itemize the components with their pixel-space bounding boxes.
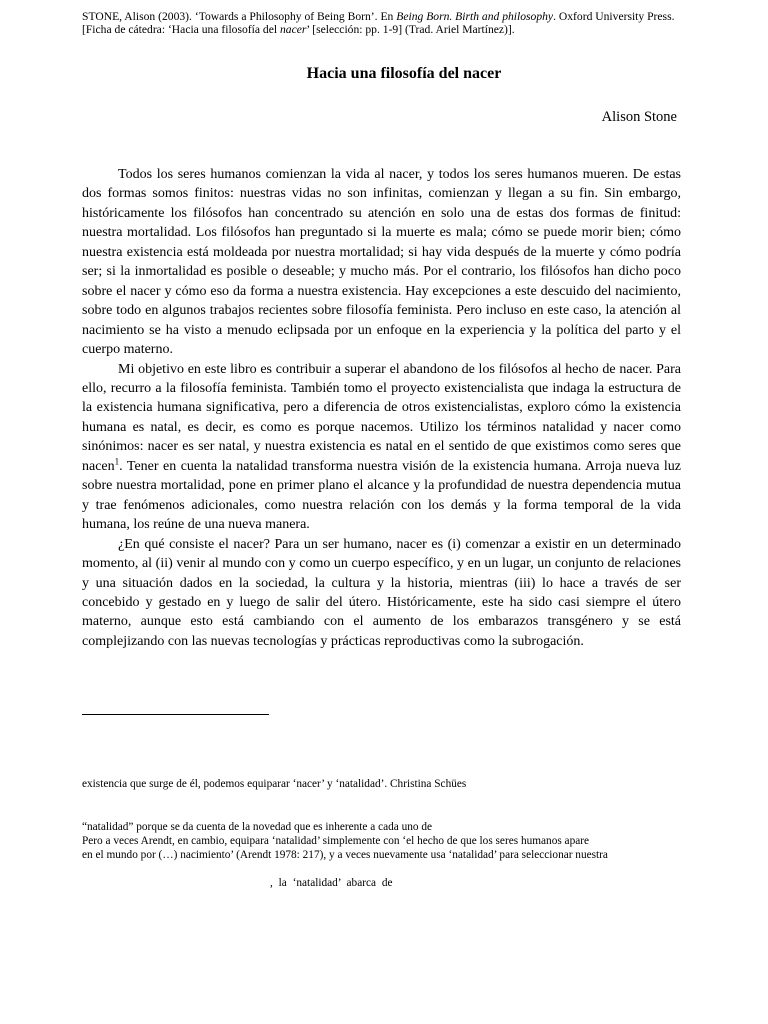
paragraph-2-text-b: . Tener en cuenta la natalidad transforma nuestra visión de la existencia humana. Arroja nueva luz sobre nuestra mortalidad, pone en primer plano el alcance y la profundidad de nuestra dependencia mutua y trae fenómenos adicionales, como nuestra relación con los demás y la forma temporal de la vida humana, los reúne de una nueva manera.: [82, 458, 681, 533]
footnote-reference-1[interactable]: 1: [114, 456, 120, 467]
footnote-separator: [82, 714, 269, 715]
citation-header: [82, 10, 686, 36]
footnote-line: , la ‘natalidad’ abarca de: [270, 877, 393, 889]
citation-text-1: STONE, Alison (2003). ‘Towards a Philosophy of Being Born’. En: [82, 10, 397, 23]
body-text: [82, 165, 681, 651]
author-name: Alison Stone: [601, 109, 677, 125]
citation-text-3: ’ [selección: pp. 1-9] (Trad. Ariel Martínez)].: [306, 23, 515, 36]
citation-italic-word: nacer: [279, 23, 307, 36]
citation-text-2: . Oxford University Press. [Ficha de cátedra: ‘Hacia una filosofía del: [82, 10, 675, 36]
paragraph-2-text-a: Mi objetivo en este libro es contribuir a superar el abandono de los filósofos al hecho de nacer. Para ello, recurro a la filosofía feminista. También tomo el proyecto existencialista que indaga la estructura de la existencia humana significativa, pero a diferencia de otros existencialistas, exploro cómo la existencia humana es natal, es decir, es como es porque nacemos. Utilizo los términos natalidad y nacer como sinónimos: nacer es ser natal, y nuestra existencia es natal en el sentido de que existimos como seres que nacen: [82, 361, 681, 474]
paragraph-3: ¿En qué consiste el nacer? Para un ser humano, nacer es (i) comenzar a existir en un determinado momento, al (ii) venir al mundo con y como un cuerpo específico, y en un lugar, un conjunto de relaciones y una situación dados en la sociedad, la cultura y la historia, mientras (iii) lo hace a través de ser concebido y gestado en y luego de salir del útero. Históricamente, este ha sido casi siempre el útero materno, aunque esto está cambiando con el aumento de los embarazos transgénero y se está complejizando con las nuevas tecnologías y prácticas reproductivas como la subrogación.: [82, 536, 681, 649]
footnote-line: Pero a veces Arendt, en cambio, equipara ‘natalidad’ simplemente con ‘el hecho de que los seres humanos apare: [82, 835, 590, 847]
document-title: Hacia una filosofía del nacer: [306, 65, 502, 82]
footnote-line: existencia que surge de él, podemos equiparar ‘nacer’ y ‘natalidad’. Christina Schües: [82, 778, 467, 790]
footnote-line: “natalidad” porque se da cuenta de la novedad que es inherente a cada uno de: [82, 821, 433, 833]
paragraph-2: [82, 360, 681, 535]
paragraph-1: Todos los seres humanos comienzan la vida al nacer, y todos los seres humanos mueren. De estas dos formas somos finitos: nuestras vidas no son infinitas, comienzan y llegan a su fin. Sin embargo, históricamente los filósofos han concentrado su atención en solo una de estas dos formas de finitud: nuestra mortalidad. Los filósofos han preguntado si la muerte es mala; cómo se puede morir bien; cómo nuestra existencia está moldeada por nuestra mortalidad; si hay vida después de la muerte y cómo podría ser; si la inmortalidad es posible o deseable; y mucho más. Por el contrario, los filósofos han dicho poco sobre el nacer y cómo eso da forma a nuestra existencia. Hay excepciones a este descuido del nacimiento, sobre todo en algunos trabajos recientes sobre filosofía feminista. Pero incluso en este caso, la atención al nacimiento se ha visto a menudo eclipsada por un enfoque en la experiencia y la política del parto y el cuerpo materno.: [82, 167, 681, 358]
footnote-line: en el mundo por (…) nacimiento’ (Arendt 1978: 217), y a veces nuevamente usa ‘natalidad’ para seleccionar nuestra: [82, 849, 608, 861]
book-title: Being Born. Birth and philosophy: [396, 10, 554, 23]
